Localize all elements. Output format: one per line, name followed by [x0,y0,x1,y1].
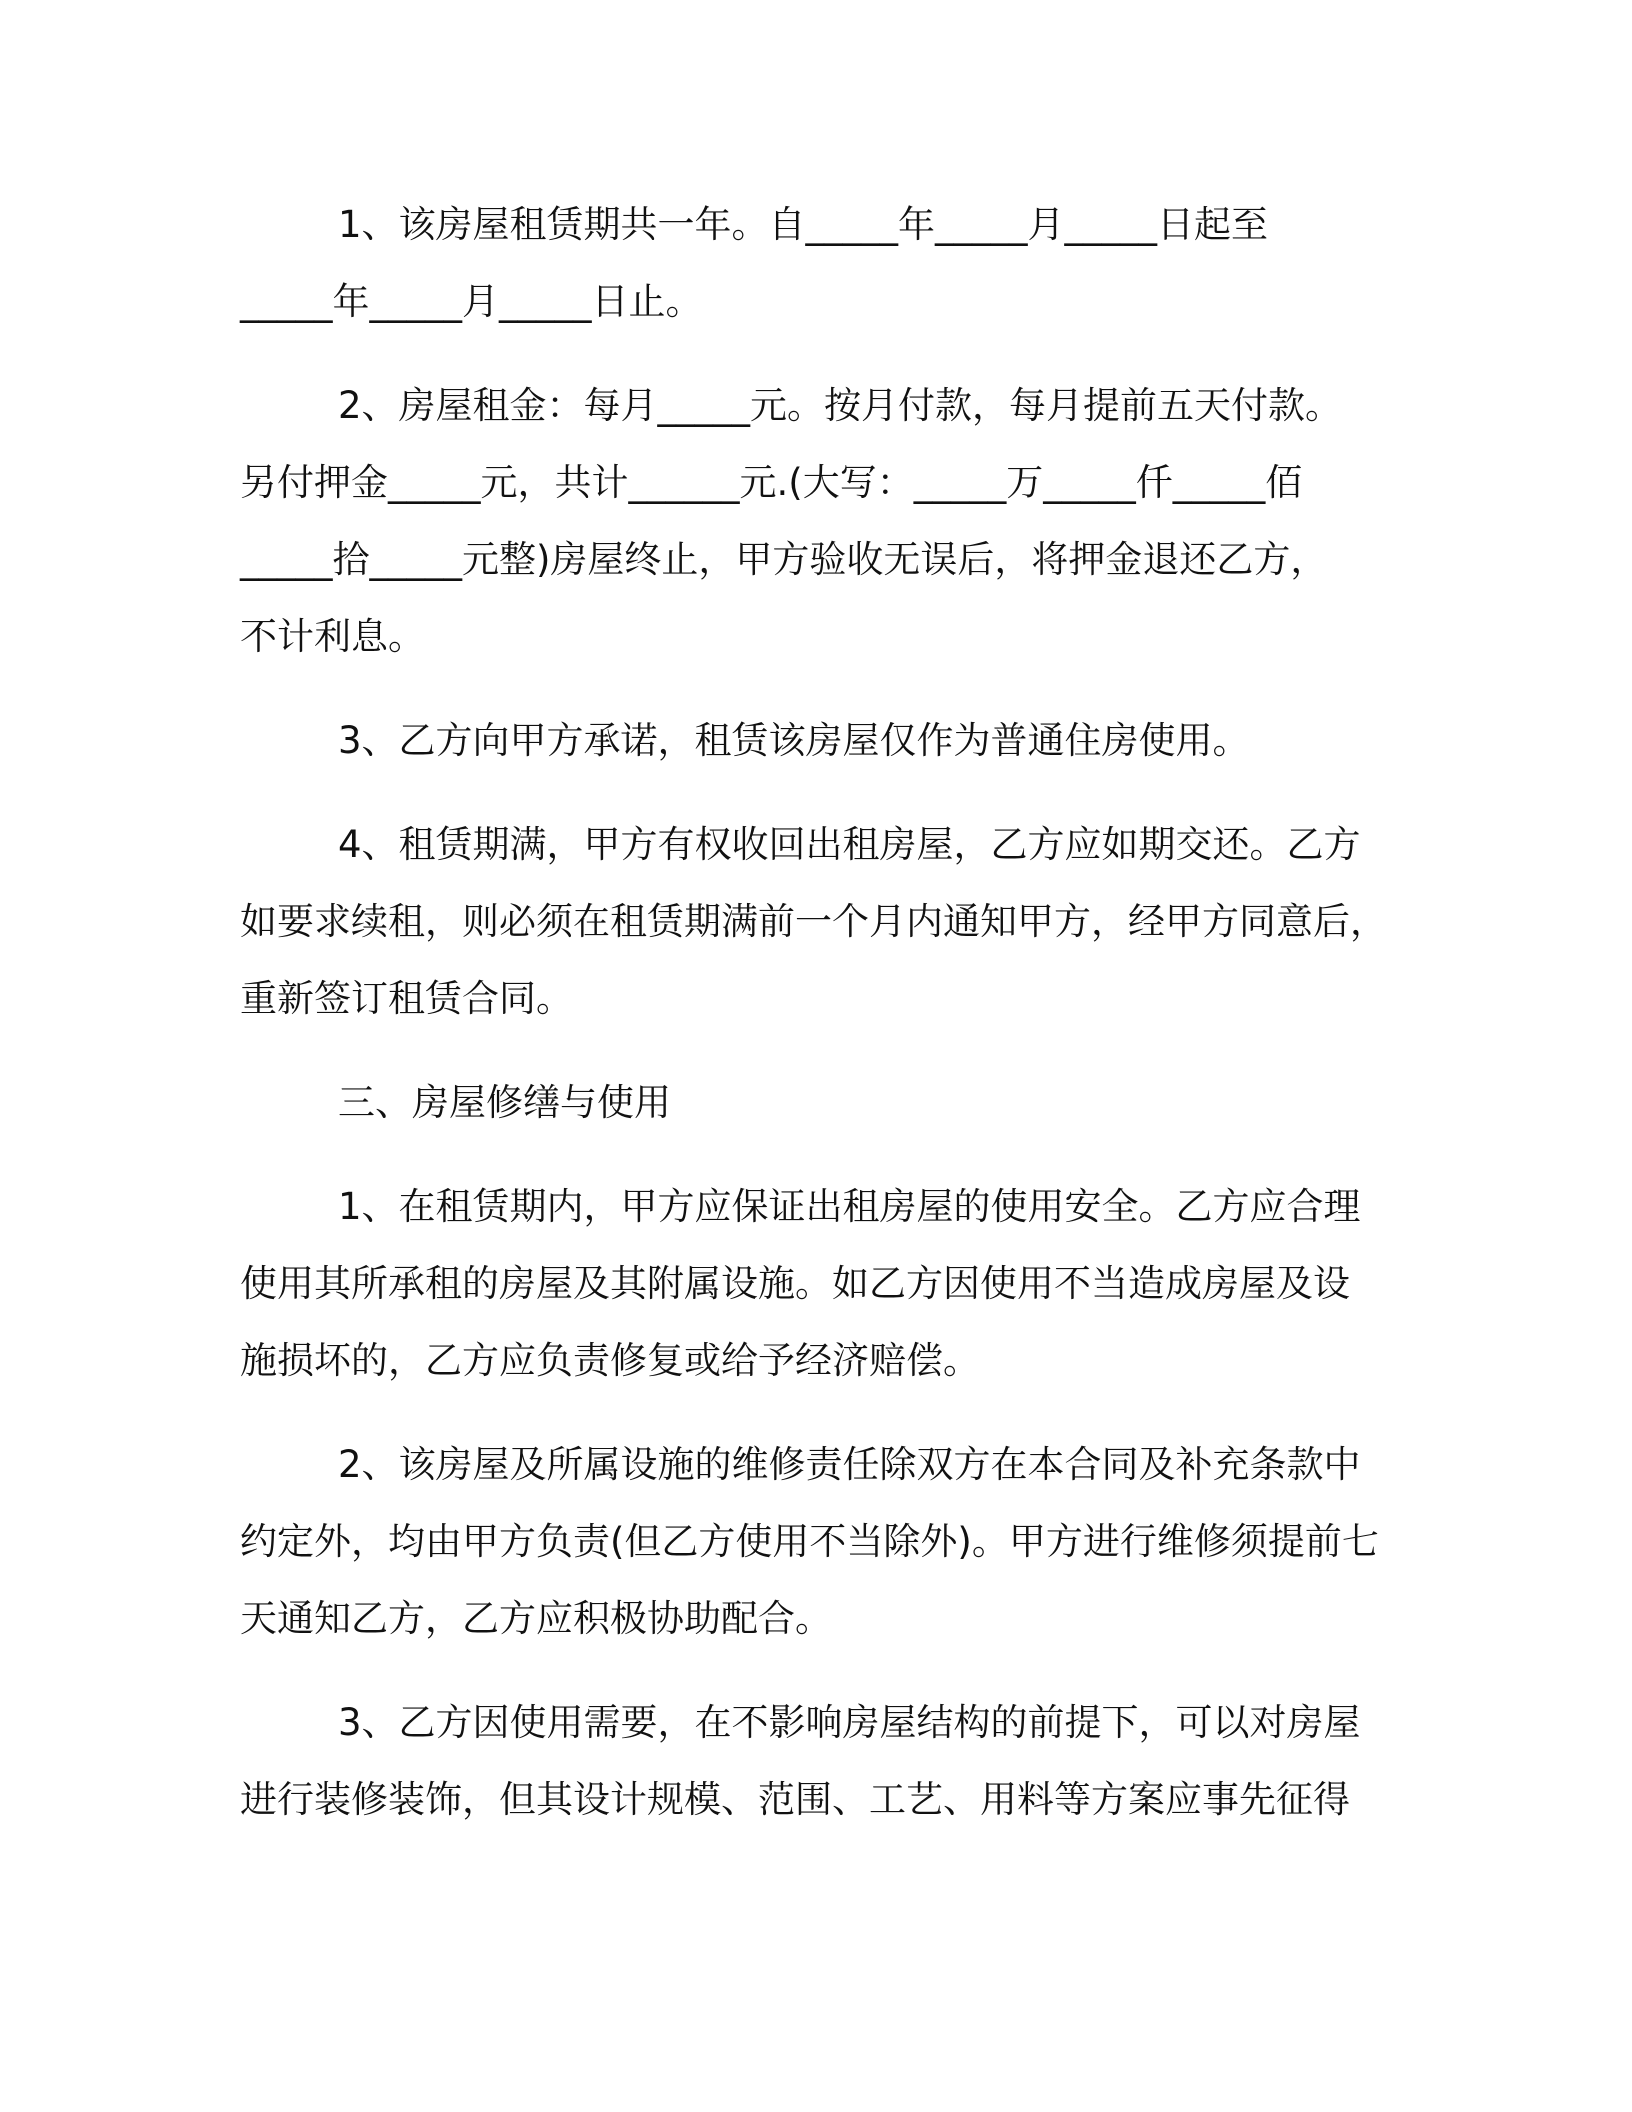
text-line: 天通知乙方，乙方应积极协助配合。 [240,1597,832,1640]
text-line: 3、乙方因使用需要，在不影响房屋结构的前提下，可以对房屋 [338,1701,1361,1744]
clause-usage-promise [240,702,1390,779]
text-line: 施损坏的，乙方应负责修复或给予经济赔偿。 [240,1339,980,1382]
text-line: 2、房屋租金：每月_____元。按月付款，每月提前五天付款。 [338,384,1343,427]
clause-lease-term [240,186,1390,340]
text-line: 约定外，均由甲方负责(但乙方使用不当除外)。甲方进行维修须提前七 [240,1520,1379,1563]
document-body [240,186,1390,1865]
section-heading-text: 三、房屋修缮与使用 [338,1081,671,1124]
text-line: 进行装修装饰，但其设计规模、范围、工艺、用料等方案应事先征得 [240,1778,1350,1821]
text-line: 3、乙方向甲方承诺，租赁该房屋仅作为普通住房使用。 [338,719,1250,762]
text-line: 使用其所承租的房屋及其附属设施。如乙方因使用不当造成房屋及设 [240,1262,1350,1305]
text-line: _____年_____月_____日止。 [240,280,703,323]
text-line: 另付押金_____元，共计______元.(大写：_____万_____仟_____佰 [240,461,1303,504]
text-line: 4、租赁期满，甲方有权收回出租房屋，乙方应如期交还。乙方 [338,823,1361,866]
text-line: 1、该房屋租赁期共一年。自_____年_____月_____日起至 [338,203,1269,246]
clause-decoration [240,1684,1390,1838]
text-line: 不计利息。 [240,615,425,658]
clause-rent [240,367,1390,675]
text-line: _____拾_____元整)房屋终止，甲方验收无误后，将押金退还乙方， [240,538,1328,581]
clause-maintenance [240,1426,1390,1657]
text-line: 重新签订租赁合同。 [240,977,573,1020]
text-line: 1、在租赁期内，甲方应保证出租房屋的使用安全。乙方应合理 [338,1185,1361,1228]
text-line: 如要求续租，则必须在租赁期满前一个月内通知甲方，经甲方同意后， [240,900,1387,943]
section-heading [240,1064,1390,1141]
clause-renewal [240,806,1390,1037]
clause-safety-repair [240,1168,1390,1399]
text-line: 2、该房屋及所属设施的维修责任除双方在本合同及补充条款中 [338,1443,1361,1486]
